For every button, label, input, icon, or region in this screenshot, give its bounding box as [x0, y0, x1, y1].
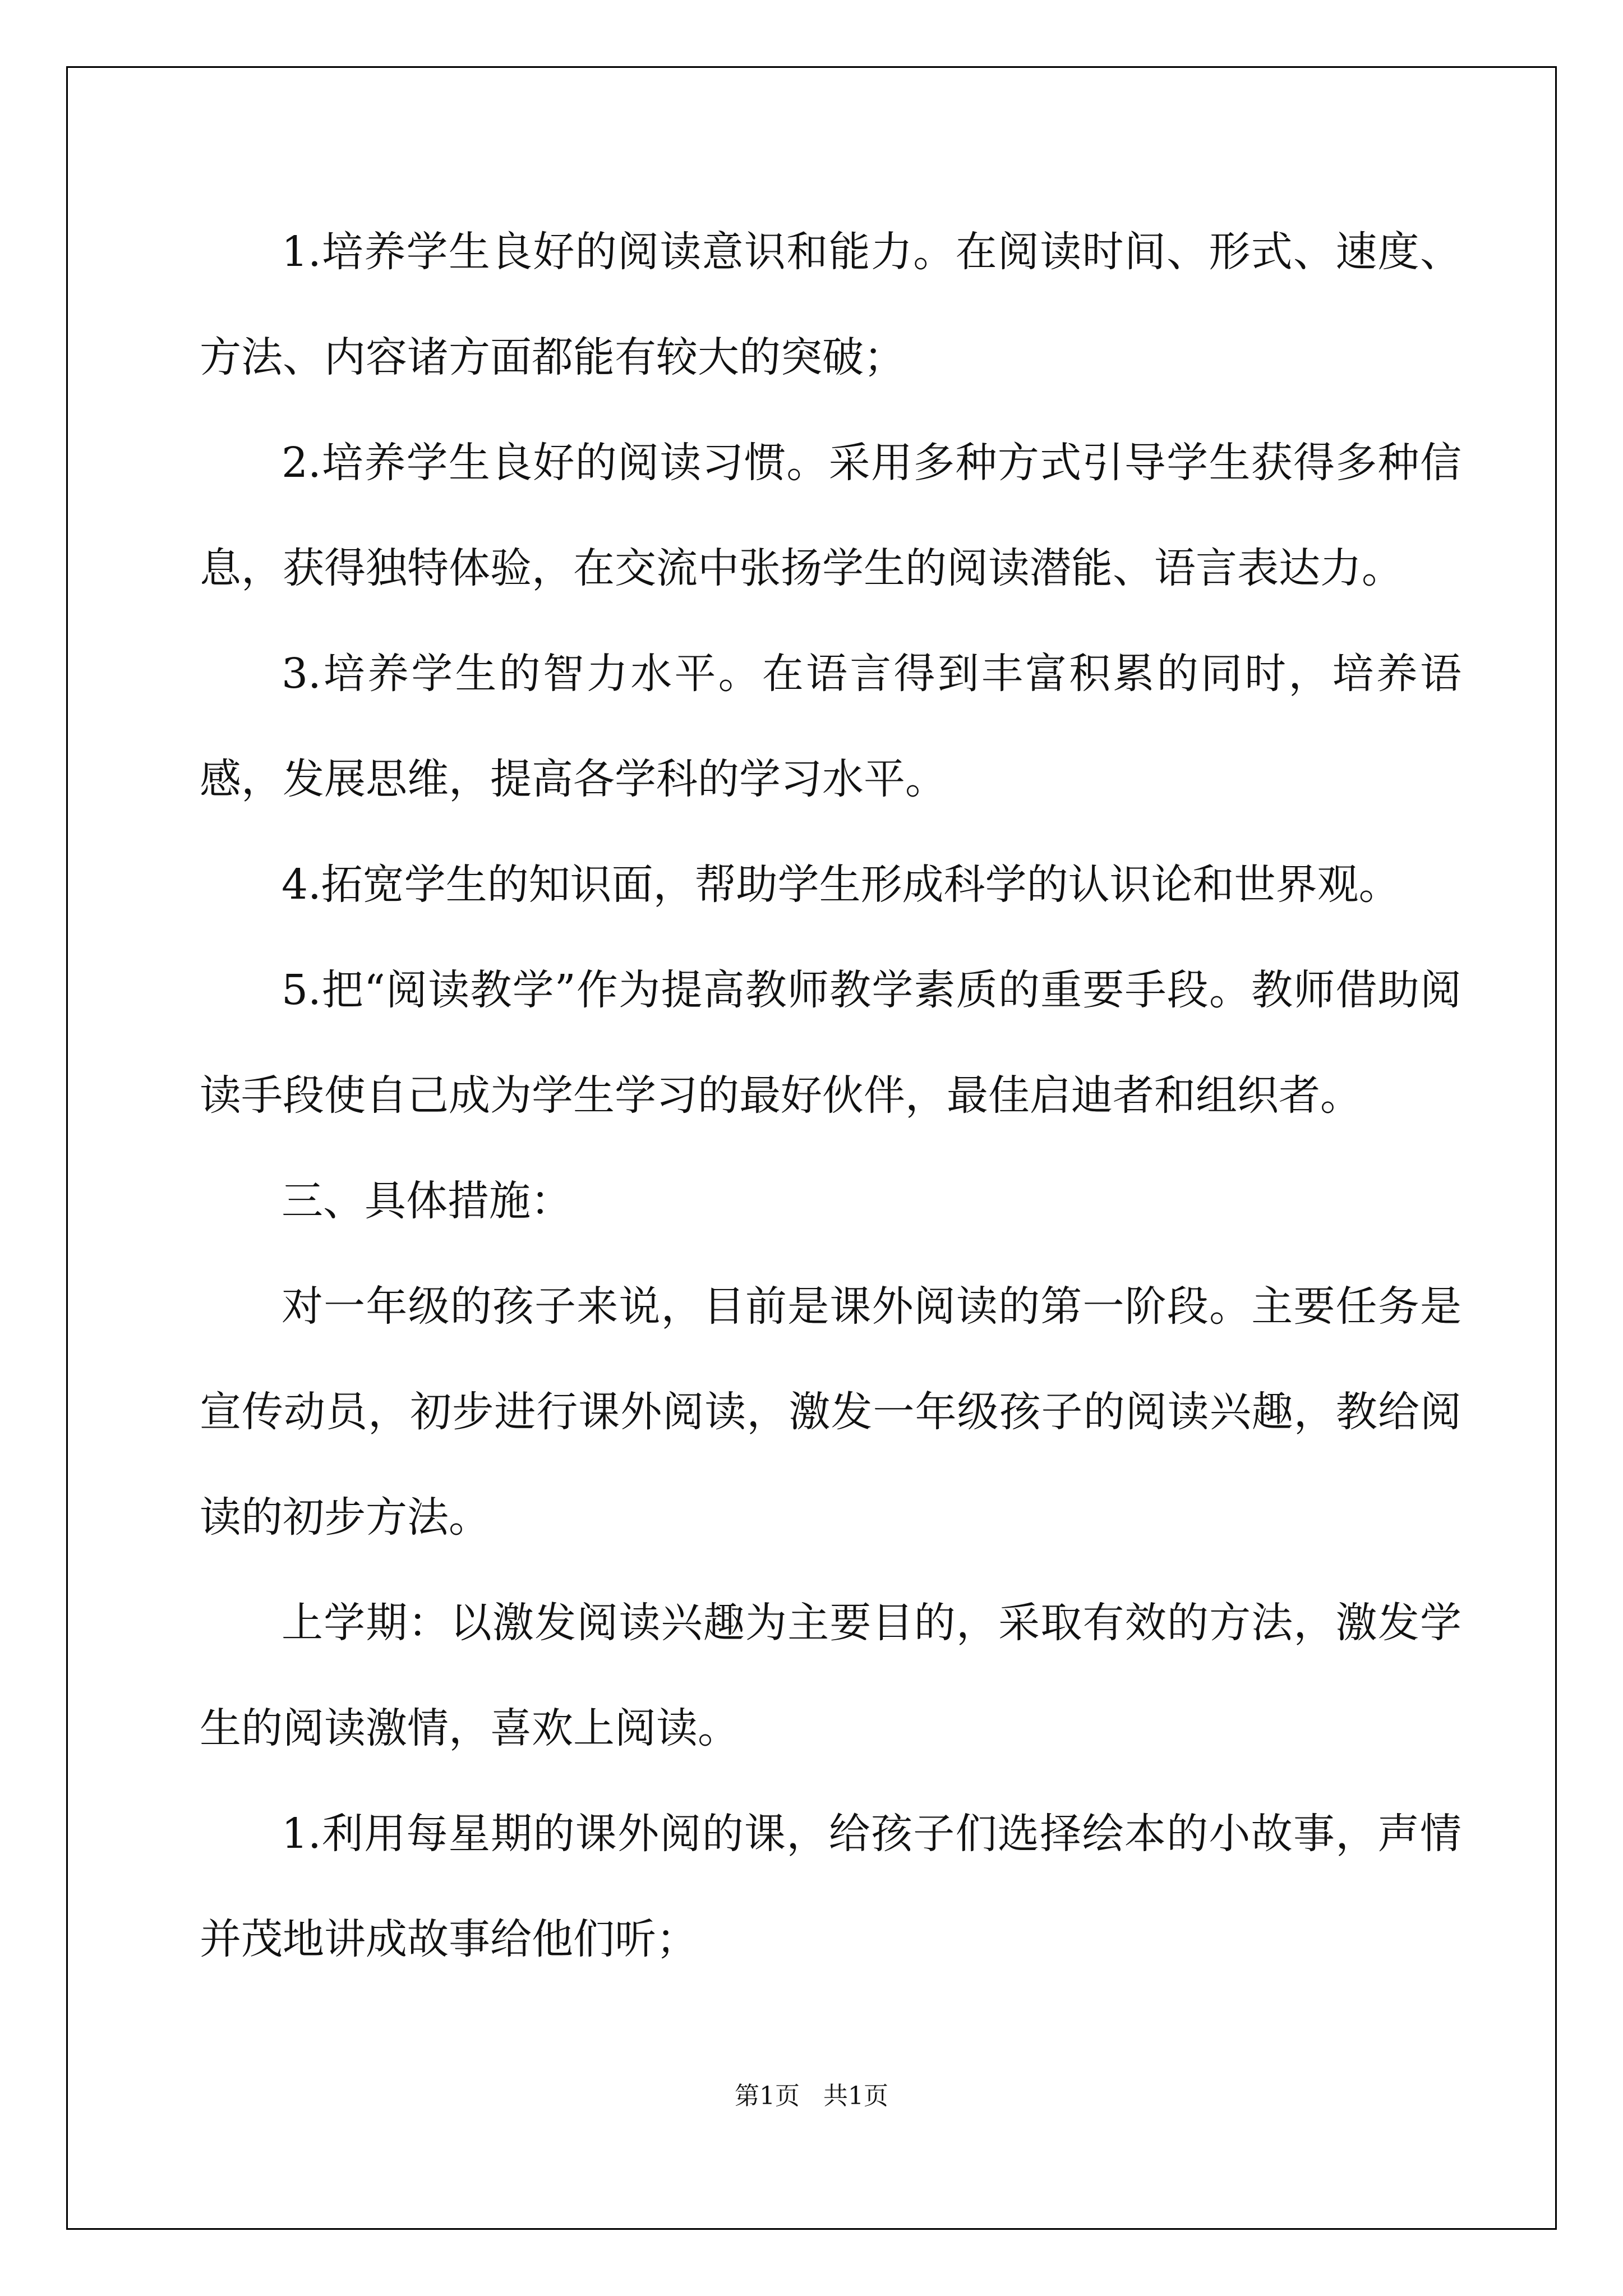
paragraph: 5.把“阅读教学”作为提高教师教学素质的重要手段。教师借助阅读手段使自己成为学生学习的最好伙伴，最佳启迪者和组织者。: [200, 966, 1461, 1120]
paragraph: 3.培养学生的智力水平。在语言得到丰富积累的同时，培养语感，发展思维，提高各学科的学习水平。: [200, 650, 1461, 803]
document-body: [200, 199, 1461, 1992]
paragraph: 三、具体措施：: [282, 1177, 572, 1225]
paragraph: 1.培养学生良好的阅读意识和能力。在阅读时间、形式、速度、方法、内容诸方面都能有较大的突破；: [200, 228, 1461, 381]
paragraph: 1.利用每星期的课外阅的课，给孩子们选择绘本的小故事，声情并茂地讲成故事给他们听；: [200, 1810, 1461, 1963]
paragraph: 4.拓宽学生的知识面，帮助学生形成科学的认识论和世界观。: [282, 861, 1400, 909]
paragraph: 2.培养学生良好的阅读习惯。采用多种方式引导学生获得多种信息，获得独特体验，在交流中张扬学生的阅读潜能、语言表达力。: [200, 439, 1461, 592]
page-footer: 第1页 共1页: [735, 2082, 888, 2110]
paragraph: 对一年级的孩子来说，目前是课外阅读的第一阶段。主要任务是宣传动员，初步进行课外阅读，激发一年级孩子的阅读兴趣，教给阅读的初步方法。: [200, 1282, 1461, 1542]
paragraph: 上学期：以激发阅读兴趣为主要目的，采取有效的方法，激发学生的阅读激情，喜欢上阅读。: [200, 1599, 1461, 1752]
